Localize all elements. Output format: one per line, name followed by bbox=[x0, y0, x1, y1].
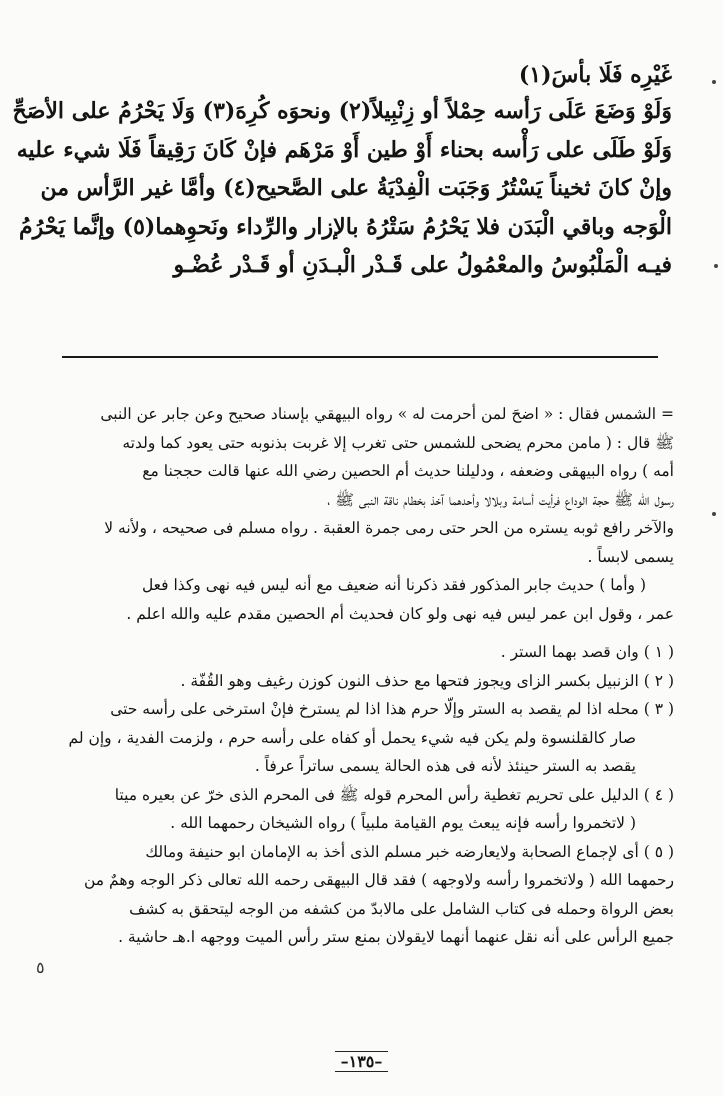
footnote-line: ( ٢ ) الزنبيل بكسر الزاى ويجوز فتحها مع حذف النون كوزن رغيف وهو القُفّة . bbox=[180, 671, 674, 690]
footnote-line: ﷺ قال : ( مامن محرم يضحى للشمس حتى تغرب إلا غربت بذنوبه حتى يعود كما ولدته bbox=[122, 433, 674, 452]
margin-mark: ٥ bbox=[36, 958, 45, 977]
footnote-line: جميع الرأس على أنه نقل عنهما أنهما لايقولان بمنع ستر رأس الميت ووجهه ا.هـ حاشية . bbox=[118, 928, 674, 946]
footnote-gap bbox=[62, 628, 674, 638]
footnote-line: والآخر رافع ثوبه يستره من الحر حتى رمى جمرة العقبة . رواه مسلم فى صحيحه ، ولأنه لا bbox=[104, 519, 674, 537]
footnote-line: ( لاتخمروا رأسه فإنه يبعث يوم القيامة ملبياً ) رواه الشيخان رحمهما الله . bbox=[170, 814, 636, 832]
footnote-line: بعض الرواة وحمله فى كتاب الشامل على مالابدّ من كشفه من الوجه ليتحقق به كشف bbox=[129, 899, 674, 918]
main-text-line: الْوَجه وباقي الْبَدَن فلا يَحْرُمُ سَتْرُهُ بالإزار والرِّداء ونَحوِهما(٥) وإنَّما يَحْرُمُ bbox=[18, 213, 672, 240]
margin-dot bbox=[712, 512, 716, 516]
footnotes-block bbox=[62, 400, 674, 952]
main-text-block bbox=[12, 58, 672, 285]
main-text-line: وإنْ كانَ ثخيناً يَسْتُرُ وَجَبَت الْفِدْيَةُ على الصَّحيح(٤) وأمَّا غير الرَّأس من bbox=[40, 175, 672, 201]
footnote-separator bbox=[62, 356, 658, 358]
footnote-line: رسول الله ﷺ حجة الوداع فرأيت أسامة وبلالا وأحدهما آخذ بخطام ناقة النبى ﷺ ، bbox=[327, 490, 674, 509]
footnote-line: أمه ) رواه البيهقى وضعفه ، ودليلنا حديث أم الحصين رضي الله عنها قالت حججنا مع bbox=[142, 462, 674, 480]
main-text-line: غَيْرِه فَلَا بأسَ(١) bbox=[518, 62, 672, 88]
footnote-line: صار كالقلنسوة ولم يكن فيه شيء يحمل أو كفاه على رأسه حرم ، ولزمت الفدية ، وإن لم bbox=[68, 728, 636, 747]
footnote-line: = الشمس فقال : « اضحَ لمن أحرمت له » رواه البيهقي بإسناد صحيح وعن جابر عن النبى bbox=[100, 405, 674, 423]
footnote-line: ( ١ ) وان قصد بهما الستر . bbox=[500, 643, 674, 661]
main-text-line: فيـه الْمَلْبُوسُ والمعْمُولُ على قَـدْر الْبـدَنِ أو قَـدْر عُضْـو bbox=[173, 252, 672, 278]
footnote-line: يسمى لابساً . bbox=[587, 547, 674, 566]
footnote-line: ( وأما ) حديث جابر المذكور فقد ذكرنا أنه ضعيف مع أنه ليس فيه نهى وكذا فعل bbox=[141, 576, 646, 594]
main-text-line: وَلَوْ وَضَعَ عَلَى رَأسه حِمْلاً أو زِنْبِيلاً(٢) ونحوَه كُرِهَ(٣) وَلَا يَحْرُمُ على الأصَحِّ bbox=[12, 98, 672, 124]
footnote-line: ( ٤ ) الدليل على تحريم تغطية رأس المحرم قوله ﷺ فى المحرم الذى خرّ عن بعيره ميتا bbox=[114, 785, 674, 804]
footnote-line: يقصد به الستر حينئذ لأنه فى هذه الحالة يسمى ساتراً عرفاً . bbox=[254, 757, 636, 775]
footnote-line: عمر ، وقول ابن عمر ليس فيه نهى ولو كان فحديث أم الحصين مقدم عليه والله اعلم . bbox=[126, 604, 674, 623]
footnote-line: ( ٥ ) أى لإجماع الصحابة ولايعارضه خبر مسلم الذى أخذ به الإمامان ابو حنيفة ومالك bbox=[145, 842, 674, 861]
page-number bbox=[0, 1052, 723, 1071]
footnote-line: ( ٣ ) محله اذا لم يقصد به الستر وإلّا حرم هذا اذا لم يسترخ فإنْ استرخى على رأسه حتى bbox=[110, 700, 674, 718]
margin-dot bbox=[712, 80, 716, 84]
margin-dot bbox=[714, 264, 718, 268]
main-text-line: وَلَوْ طَلَى على رَأْسه بحناء أَوْ طين أَوْ مَرْهَم فإنْ كَانَ رَقِيقاً فَلَا شيء عليه bbox=[16, 136, 672, 163]
page-number-text: –١٣٥– bbox=[335, 1051, 389, 1072]
footnote-line: رحمهما الله ( ولاتخمروا رأسه ولاوجهه ) فقد قال البيهقى رحمه الله تعالى ذكر الوجه وهمٌ من bbox=[83, 871, 674, 889]
